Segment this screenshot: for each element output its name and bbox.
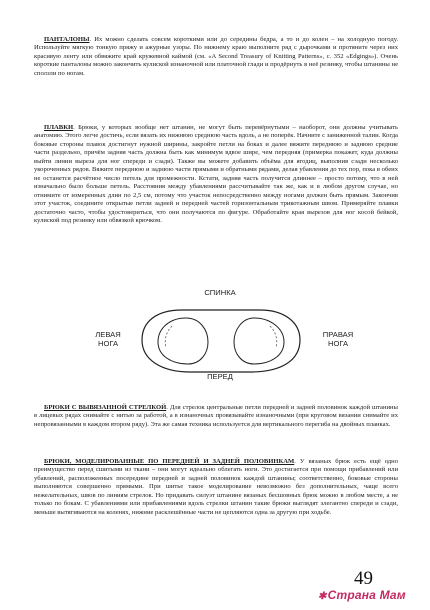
paragraph-strelka [34,404,398,429]
outer-outline [142,310,300,372]
body-plavki: . Брюки, у которых вообще нет штанин, не могут быть перевёрнутыми – наоборот, они должны учитывать анатомию. Этого легче достичь, если вязать их нижнюю среднюю часть вдоль, а не поперёк. Начните с заниженной талии. Когда боковые стороны плавок достигнут нужной ширины, закройте петли на боках и далее вяжите переднюю и заднюю средние части раздельно, причём задняя часть должна быть как минимум вдвое шире, чем передняя (примерка покажет, куда должны выйти линии выреза для ног спереди и сзади). Также вы можете добавить объёма для ягодиц, выполнив сзади несколько укороченных рядов. Вяжите переднюю и заднюю части прямыми и обратными рядами, делая убавления до тех пор, пока в обеих не останется расчётное число петель для промежности. Кстати, задняя часть получится длиннее – просто потому, что в ней изначально было больше петель. Расстояния между убавлениями рассчитывайте так же, как и в любом другом случае, но отнимите от измеренных длин по 2,5 см, потому что участок непосредственно между ногами должен быть прямым. Закончив этот участок, соедините открытые петли задней и передней частей горизонтальным трикотажным швом. Примеряйте плавки достаточно часто, чтобы удостовериться, что они получаются по фигуре. Обработайте края вырезов для ног косой бейкой, кулиской под резинку или обвязкой крючком. [34,124,398,224]
body-modeling: . У вязаных брюк есть ещё одно преимущество перед сшитыми из ткани – они могут идеально облегать ноги. Это достигается при помощи прибавлений или убавлений, расположенных посередине передней и задней половинок каждой штанины; соответственно, боковые стороны выполняются совершенно прямыми. При шитье такое моделирование невозможно без дополнительных, чаще всего нежелательных, швов по линиям стрелок. Но придавать силуэт штанине вязаных бесшовных брюк можно в любом месте, а не только по бокам. С убавлениями или прибавлениями вдоль стрелки штанин такие брюки выглядят элегантно спереди и сзади, меньше вытягиваются на коленях, нижние расклешённые части не цепляются одна за другую при ходьбе. [34,458,398,516]
briefs-diagram [86,288,354,384]
paragraph-pantalony [34,36,398,78]
heading-strelka: БРЮКИ С ВЫВЯЗАННОЙ СТРЕЛКОЙ [44,404,167,411]
label-back: СПИНКА [204,288,236,297]
page-number: 49 [354,568,373,589]
heading-plavki: ПЛАВКИ [44,124,74,131]
label-front: ПЕРЕД [207,372,233,381]
watermark-logo [318,588,406,602]
body-strelka: . Для стрелок центральные петли передней и задней половинок каждой штанины в лицевых рядах снимайте с нитью за работой, а в изнаночных провязывайте изнаночными (при круговом вязании снимайте их непровязанными в каждом втором ряду). Эта же самая техника используется для вертикального перегиба на двойных планках. [34,404,398,428]
heading-pantalony: ПАНТАЛОНЫ [44,36,90,43]
body-pantalony: . Их можно сделать совсем короткими или до середины бедра, а то и до колен – на холодную погоду. Используйте мягкую тонкую пряжу и ажурные узоры. По нижнему краю выполните ряд с дырочками и протяните через них красивую ленту или обвяжите край кружевной каймой (см. «A Second Treasury of Knitting Patterns», с. 352 «Edgings»). Очень короткие панталоны можно закончить кулиской изнаночной или платочной глади и продёрнуть в неё резинку, чтобы штанины не сползли по ногам. [34,36,398,77]
label-right-leg: ПРАВАЯ НОГА [322,330,354,348]
watermark-text: Страна Мам [327,588,406,602]
label-left-leg: ЛЕВАЯ НОГА [95,330,121,348]
left-shaping-line [165,326,172,348]
star-icon: ✱ [318,591,327,602]
right-shaping-line [270,326,277,348]
heading-modeling: БРЮКИ, МОДЕЛИРОВАННЫЕ ПО ПЕРЕДНЕЙ И ЗАДНЕЙ ПОЛОВИНКАМ [44,458,295,465]
paragraph-modeling [34,458,398,517]
paragraph-plavki [34,124,398,225]
